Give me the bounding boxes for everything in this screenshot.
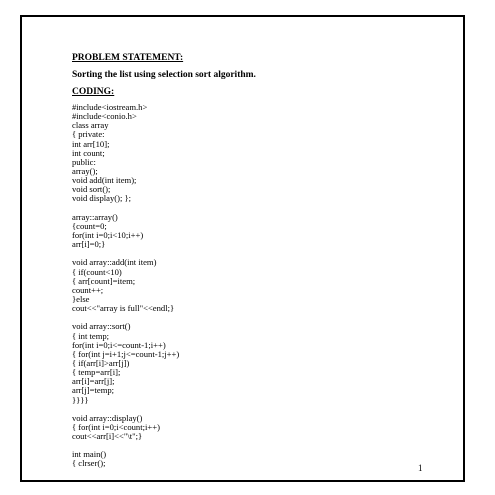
code-line: { if(count<10)	[72, 266, 122, 277]
code-line: void display(); };	[72, 193, 132, 204]
code-line: for(int i=0;i<=count-1;i++)	[72, 339, 166, 350]
code-line: cout<<"array is full"<<endl;}	[72, 303, 175, 314]
code-line: }else	[72, 293, 90, 304]
code-line: { private:	[72, 129, 105, 140]
code-line: void sort();	[72, 184, 111, 195]
code-line: arr[i]=arr[j];	[72, 376, 115, 387]
code-line: int arr[10];	[72, 138, 110, 149]
code-line: { arr[count]=item;	[72, 275, 136, 286]
problem-statement-heading: PROBLEM STATEMENT:	[72, 53, 184, 63]
code-line: #include<conio.h>	[72, 111, 137, 122]
code-line: }}}}	[72, 394, 89, 405]
code-line: void array::sort()	[72, 321, 131, 332]
page-number: 1	[418, 463, 423, 473]
problem-statement-text: Sorting the list using selection sort algorithm.	[72, 70, 256, 80]
code-line: arr[i]=0;}	[72, 239, 106, 250]
code-line: { clrser();	[72, 458, 106, 469]
code-line: {count=0;	[72, 220, 107, 231]
code-line: { if(arr[i]>arr[j])	[72, 357, 130, 368]
code-line: array::array()	[72, 211, 118, 222]
coding-heading: CODING:	[72, 87, 115, 97]
code-line: int main()	[72, 449, 107, 460]
code-line: class array	[72, 120, 109, 131]
code-line: cout<<arr[i]<<"\t";}	[72, 431, 143, 442]
code-line: { for(int i=0;i<count;i++)	[72, 421, 160, 432]
code-line: { for(int j=i+1;j<=count-1;j++)	[72, 348, 180, 359]
code-line: arr[j]=temp;	[72, 385, 115, 396]
code-line: void add(int item);	[72, 175, 137, 186]
code-line: void array::add(int item)	[72, 257, 157, 268]
code-line: count++;	[72, 284, 104, 295]
code-line: { int temp;	[72, 330, 110, 341]
code-line: #include<iostream.h>	[72, 102, 148, 112]
code-line: public:	[72, 156, 96, 167]
code-line: array();	[72, 165, 98, 176]
code-line: for(int i=0;i<10;i++)	[72, 229, 144, 240]
code-line: { temp=arr[i];	[72, 367, 121, 378]
code-line: int count;	[72, 147, 105, 158]
code-block	[72, 103, 179, 469]
code-line: void array::display()	[72, 412, 143, 423]
